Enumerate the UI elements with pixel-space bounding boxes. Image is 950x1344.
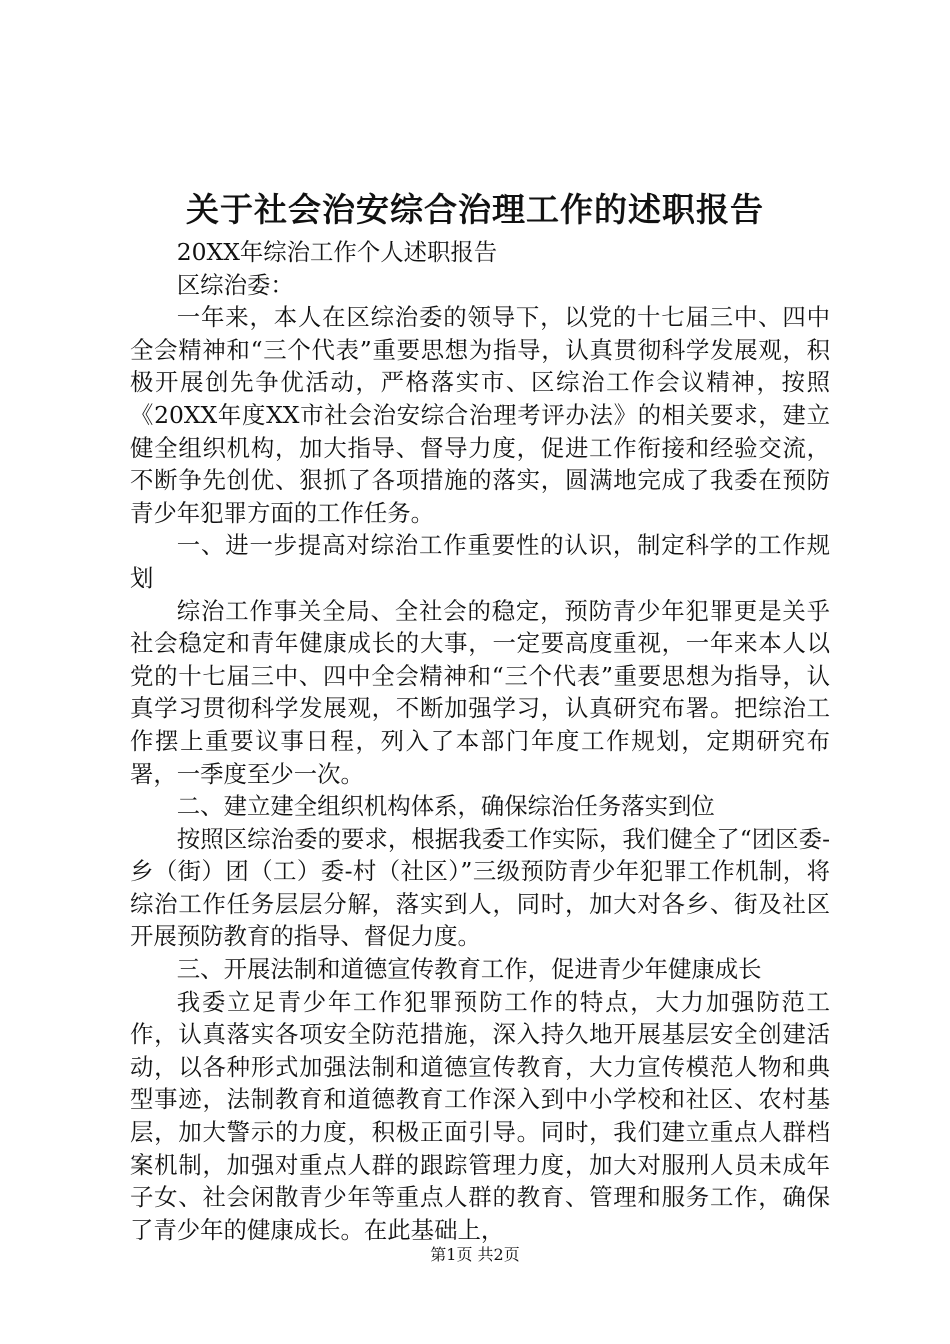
- page-footer: 第1页 共2页: [430, 1245, 520, 1264]
- paragraph-salutation: 区综治委：: [176, 270, 294, 299]
- section-heading-2: 二、建立建全组织机构体系，确保综治任务落实到位: [176, 792, 715, 821]
- section-heading-3: 三、开展法制和道德宣传教育工作，促进青少年健康成长: [176, 955, 762, 984]
- document-body: [130, 236, 830, 1246]
- section-heading-1: 一、进一步提高对综治工作重要性的认识，制定科学的工作规划: [130, 531, 830, 592]
- paragraph-intro: 一年来，本人在区综治委的领导下，以党的十七届三中、四中全会精神和“三个代表”重要思想为指导，认真贯彻科学发展观，积极开展创先争优活动，严格落实市、区综治工作会议精神，按照《20XX年度XX市社会治安综合治理考评办法》的相关要求，建立健全组织机构，加大指导、督导力度，促进工作衔接和经验交流，不断争先创优、狠抓了各项措施的落实，圆满地完成了我委在预防青少年犯罪方面的工作任务。: [130, 303, 830, 527]
- paragraph-section-3: 我委立足青少年工作犯罪预防工作的特点，大力加强防范工作，认真落实各项安全防范措施，深入持久地开展基层安全创建活动，以各种形式加强法制和道德宣传教育，大力宣传模范人物和典型事迹，法制教育和道德教育工作深入到中小学校和社区、农村基层，加大警示的力度，积极正面引导。同时，我们建立重点人群档案机制，加强对重点人群的跟踪管理力度，加大对服刑人员未成年子女、社会闲散青少年等重点人群的教育、管理和服务工作，确保了青少年的健康成长。在此基础上，: [130, 987, 830, 1244]
- paragraph-section-2: 按照区综治委的要求，根据我委工作实际，我们健全了“团区委-乡（街）团（工）委-村（社区）”三级预防青少年犯罪工作机制，将综治工作任务层层分解，落实到人，同时，加大对各乡、街及社区开展预防教育的指导、督促力度。: [130, 824, 830, 951]
- paragraph-section-1: 综治工作事关全局、全社会的稳定，预防青少年犯罪更是关乎社会稳定和青年健康成长的大事，一定要高度重视，一年来本人以党的十七届三中、四中全会精神和“三个代表”重要思想为指导，认真学习贯彻科学发展观，不断加强学习，认真研究布署。把综治工作摆上重要议事日程，列入了本部门年度工作规划，定期研究布署，一季度至少一次。: [130, 596, 830, 788]
- paragraph-subtitle: 20XX年综治工作个人述职报告: [176, 238, 498, 266]
- document-title: 关于社会治安综合治理工作的述职报告: [186, 190, 764, 229]
